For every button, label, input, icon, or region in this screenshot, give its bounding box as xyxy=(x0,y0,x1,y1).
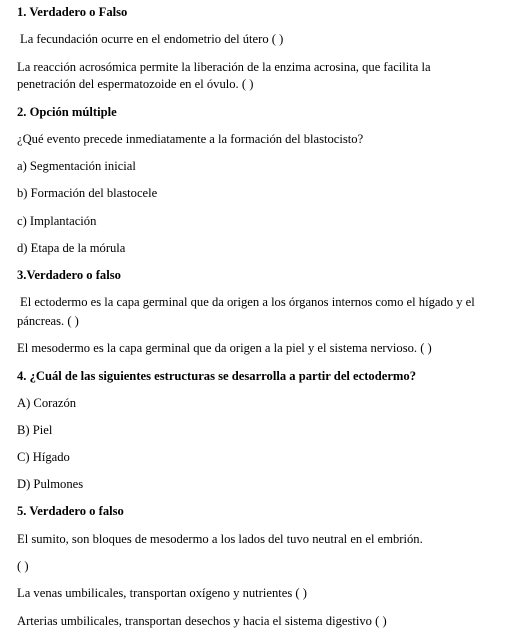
section-5-question-3: Arterias umbilicales, transportan desechos y hacia el sistema digestivo ( ) xyxy=(17,614,387,628)
section-4-option-d: D) Pulmones xyxy=(17,477,84,491)
section-2-option-c: c) Implantación xyxy=(17,214,97,228)
section-5-question-1-answer-blank: ( ) xyxy=(17,559,29,573)
section-5-heading: 5. Verdadero o falso xyxy=(17,504,124,518)
section-1-heading: 1. Verdadero o Falso xyxy=(17,5,128,19)
section-2-heading: 2. Opción múltiple xyxy=(17,105,117,119)
section-3-question-2: El mesodermo es la capa germinal que da origen a la piel y el sistema nervioso. ( ) xyxy=(17,341,432,355)
section-2-option-b: b) Formación del blastocele xyxy=(17,186,158,200)
section-4-option-b: B) Piel xyxy=(17,423,53,437)
section-4-option-a: A) Corazón xyxy=(17,396,77,410)
section-3-question-1-line-2: páncreas. ( ) xyxy=(17,314,79,328)
section-1-question-2-line-1: La reacción acrosómica permite la liberación de la enzima acrosina, que facilita la xyxy=(17,60,431,74)
section-4-heading: 4. ¿Cuál de las siguientes estructuras se desarrolla a partir del ectodermo? xyxy=(17,369,416,383)
section-5-question-2: La venas umbilicales, transportan oxígeno y nutrientes ( ) xyxy=(17,586,307,600)
section-1-question-1: La fecundación ocurre en el endometrio del útero ( ) xyxy=(20,32,284,46)
section-2-question: ¿Qué evento precede inmediatamente a la formación del blastocisto? xyxy=(17,132,364,146)
section-4-option-c: C) Hígado xyxy=(17,450,70,464)
section-2-option-a: a) Segmentación inicial xyxy=(17,159,136,173)
section-3-heading: 3.Verdadero o falso xyxy=(17,268,121,282)
section-3-question-1-line-1: El ectodermo es la capa germinal que da origen a los órganos internos como el hígado y el xyxy=(20,295,475,309)
section-5-question-1: El sumito, son bloques de mesodermo a los lados del tuvo neutral en el embrión. xyxy=(17,532,423,546)
section-2-option-d: d) Etapa de la mórula xyxy=(17,241,126,255)
section-1-question-2-line-2: penetración del espermatozoide en el óvulo. ( ) xyxy=(17,77,254,91)
